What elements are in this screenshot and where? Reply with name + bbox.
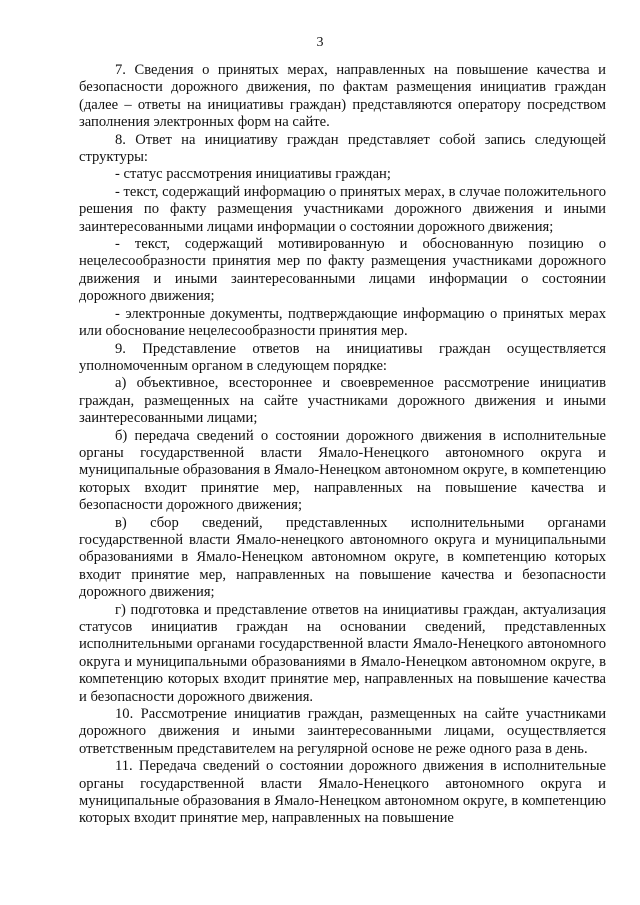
paragraph-9: 9. Представление ответов на инициативы граждан осуществляется уполномоченным органом в следующем порядке: bbox=[79, 340, 606, 374]
paragraph-11: 11. Передача сведений о состоянии дорожного движения в исполнительные органы государственной власти Ямало-Ненецкого автономного округа и муниципальные образования в Ямало-Ненецком автономном округе, в компетенцию которых входит принятие мер, направленных на повышение bbox=[79, 758, 606, 827]
document-body bbox=[79, 62, 606, 828]
subitem-v: в) сбор сведений, представленных исполнительными органами государственной власти Ямало-ненецкого автономного округа и муниципальными образованиями в Ямало-Ненецком автономном округе, в компетенцию которых входит принятие мер, направленных на повышение качества и безопасности дорожного движения; bbox=[79, 514, 606, 601]
paragraph-8: 8. Ответ на инициативу граждан представляет собой запись следующей структуры: bbox=[79, 131, 606, 166]
list-item-measures-text: - текст, содержащий информацию о принятых мерах, в случае положительного решения по факту размещения участниками дорожного движения и иными заинтересованными лицами информации о состоянии дорожного движения; bbox=[79, 183, 606, 235]
list-item-electronic-documents: - электронные документы, подтверждающие информацию о принятых мерах или обоснование нецелесообразности принятия мер. bbox=[79, 305, 606, 340]
paragraph-10: 10. Рассмотрение инициатив граждан, размещенных на сайте участниками дорожного движения и иными заинтересованными лицами, осуществляется ответственным представителем на регулярной основе не реже одного раза в день. bbox=[79, 706, 606, 757]
list-item-status: - статус рассмотрения инициативы граждан; bbox=[115, 166, 391, 183]
subitem-a: а) объективное, всестороннее и своевременное рассмотрение инициатив граждан, размещенных на сайте участниками дорожного движения и иными заинтересованными лицами; bbox=[79, 375, 606, 427]
subitem-g: г) подготовка и представление ответов на инициативы граждан, актуализация статусов инициатив граждан на основании сведений, представленных исполнительными органами государственной власти Ямало-Ненецкого автономного округа и муниципальными образованиями в Ямало-Ненецком автономном округе, в компетенцию которых входит принятие мер, направленных на повышение качества и безопасности дорожного движения. bbox=[79, 601, 606, 705]
page-number: 3 bbox=[316, 35, 324, 50]
list-item-reasoned-position: - текст, содержащий мотивированную и обоснованную позицию о нецелесообразности принятия мер по факту размещения участниками дорожного движения и иными заинтересованными лицами информации о состоянии дорожного движения; bbox=[79, 236, 606, 305]
subitem-b: б) передача сведений о состоянии дорожного движения в исполнительные органы государственной власти Ямало-Ненецкого автономного округа и муниципальные образования в Ямало-Ненецком автономном округе, в компетенцию которых входит принятие мер, направленных на повышение качества и безопасности дорожного движения; bbox=[79, 427, 606, 514]
paragraph-7: 7. Сведения о принятых мерах, направленных на повышение качества и безопасности дорожного движения, по фактам размещения инициатив граждан (далее – ответы на инициативы граждан) представляются оператору посредством заполнения электронных форм на сайте. bbox=[79, 62, 606, 131]
